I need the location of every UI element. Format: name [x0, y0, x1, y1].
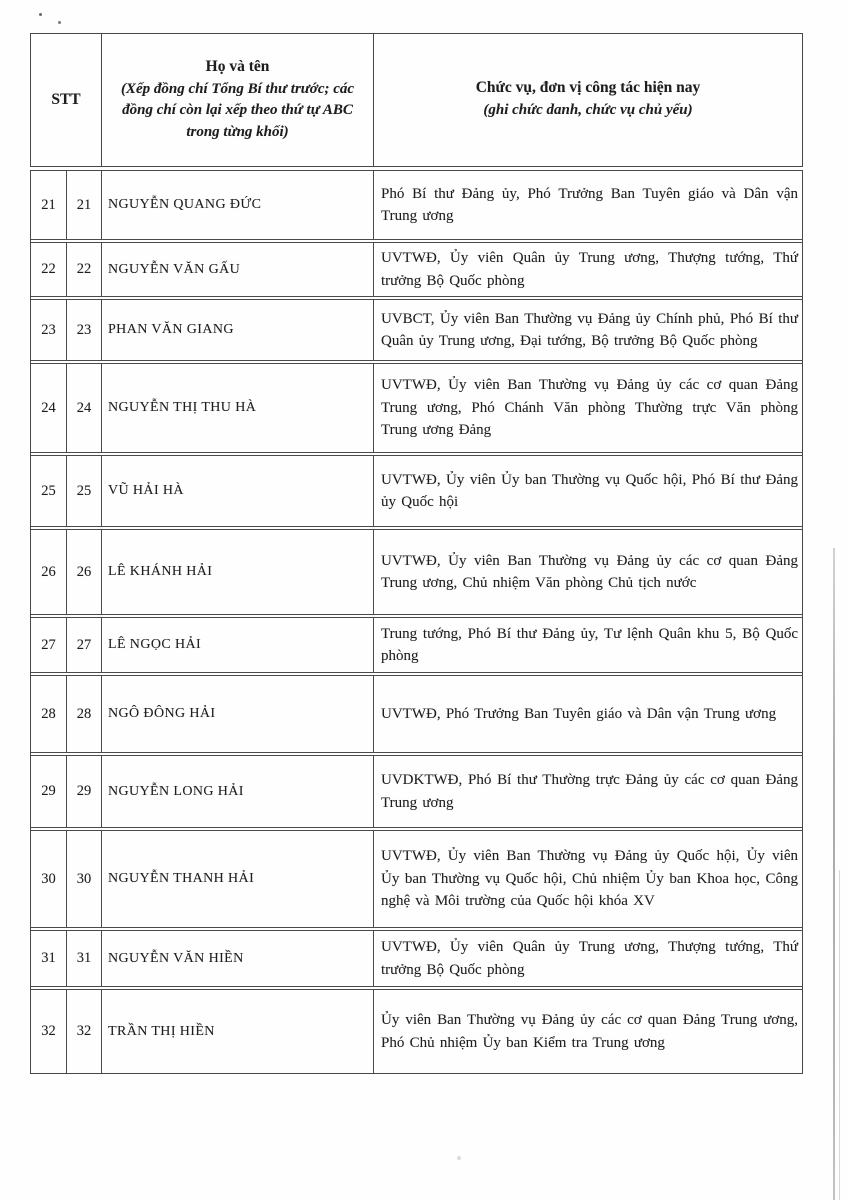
- row-number-outer: 26: [41, 563, 56, 580]
- person-position: Ủy viên Ban Thường vụ Đảng ủy các cơ quan Đảng Trung ương, Phó Chủ nhiệm Ủy ban Kiểm tra Trung ương: [381, 1012, 798, 1051]
- name-column-title: Họ và tên: [205, 58, 270, 76]
- row-position-cell: [373, 243, 802, 296]
- stt-column-label: STT: [51, 90, 81, 108]
- name-column-note: (Xếp đồng chí Tổng Bí thư trước; các đồng chí còn lại xếp theo thứ tự ABC trong từng khối): [120, 81, 355, 140]
- row-number-outer: 21: [41, 196, 56, 213]
- row-number-outer: 28: [41, 705, 56, 722]
- header-cell-name: [101, 34, 373, 166]
- person-name: NGÔ ĐÔNG HẢI: [108, 706, 216, 721]
- row-number-outer: 32: [41, 1023, 56, 1039]
- scan-speck: [457, 1156, 461, 1160]
- row-name-cell: [101, 931, 373, 986]
- table-row: [31, 752, 802, 827]
- row-number-outer: 23: [41, 321, 56, 338]
- person-name: LÊ KHÁNH HẢI: [108, 564, 213, 579]
- row-number-outer-cell: [31, 364, 66, 452]
- person-position: UVTWĐ, Ủy viên Ban Thường vụ Đảng ủy các cơ quan Đảng Trung ương, Chủ nhiệm Văn phòng Chủ tịch nước: [381, 552, 798, 591]
- row-number-inner: 26: [76, 563, 92, 580]
- person-name: NGUYỄN THANH HẢI: [108, 871, 255, 886]
- person-position: UVTWĐ, Ủy viên Ban Thường vụ Đảng ủy các cơ quan Đảng Trung ương, Phó Chánh Văn phòng Thường trực Văn phòng Trung ương Đảng: [381, 377, 798, 439]
- person-position: UVTWĐ, Ủy viên Quân ủy Trung ương, Thượng tướng, Thứ trưởng Bộ Quốc phòng: [381, 250, 798, 289]
- row-number-outer: 27: [41, 636, 56, 653]
- row-name-cell: [101, 171, 373, 239]
- person-position: UVTWĐ, Ủy viên Ban Thường vụ Đảng ủy Quốc hội, Ủy viên Ủy ban Thường vụ Quốc hội, Chủ nhiệm Ủy ban Khoa học, Công nghệ và Môi trường của Quốc hội khóa XV: [381, 848, 798, 910]
- row-position-cell: [373, 364, 802, 452]
- scan-speck: [39, 13, 42, 16]
- row-number-inner: 23: [76, 321, 92, 338]
- row-number-outer-cell: [31, 990, 66, 1073]
- row-number-outer-cell: [31, 243, 66, 296]
- person-name: NGUYỄN QUANG ĐỨC: [108, 197, 262, 212]
- row-name-cell: [101, 990, 373, 1073]
- row-name-cell: [101, 364, 373, 452]
- person-name: LÊ NGỌC HẢI: [108, 637, 202, 652]
- header-cell-stt: [31, 34, 101, 166]
- row-number-outer-cell: [31, 456, 66, 526]
- row-position-cell: [373, 171, 802, 239]
- table-row: [31, 827, 802, 927]
- row-name-cell: [101, 243, 373, 296]
- table-row: [31, 927, 802, 986]
- row-number-inner: 25: [76, 482, 92, 499]
- table-row: [31, 296, 802, 360]
- person-position: Trung tướng, Phó Bí thư Đảng ủy, Tư lệnh Quân khu 5, Bộ Quốc phòng: [381, 625, 798, 664]
- row-name-cell: [101, 831, 373, 927]
- row-position-cell: [373, 300, 802, 360]
- row-number-inner-cell: [66, 456, 101, 526]
- row-number-outer-cell: [31, 831, 66, 927]
- table-row: [31, 672, 802, 752]
- row-position-cell: [373, 990, 802, 1073]
- row-number-inner-cell: [66, 618, 101, 672]
- row-number-outer: 29: [41, 783, 56, 799]
- row-position-cell: [373, 831, 802, 927]
- row-name-cell: [101, 618, 373, 672]
- row-number-inner: 31: [76, 950, 92, 966]
- row-name-cell: [101, 456, 373, 526]
- row-number-inner-cell: [66, 931, 101, 986]
- table-row: [31, 360, 802, 452]
- row-number-inner: 29: [76, 783, 92, 799]
- row-number-outer-cell: [31, 618, 66, 672]
- row-name-cell: [101, 756, 373, 827]
- row-number-outer: 30: [41, 870, 56, 887]
- person-name: NGUYỄN VĂN GẤU: [108, 261, 241, 277]
- position-column-note: (ghi chức danh, chức vụ chủ yếu): [483, 102, 693, 119]
- person-name: VŨ HẢI HÀ: [108, 483, 184, 498]
- row-number-inner: 28: [76, 705, 92, 722]
- person-name: NGUYỄN THỊ THU HÀ: [108, 400, 257, 415]
- row-position-cell: [373, 756, 802, 827]
- row-number-outer-cell: [31, 530, 66, 614]
- person-position: UVTWĐ, Ủy viên Ủy ban Thường vụ Quốc hội, Phó Bí thư Đảng ủy Quốc hội: [381, 471, 798, 510]
- row-name-cell: [101, 530, 373, 614]
- person-position: UVBCT, Ủy viên Ban Thường vụ Đảng ủy Chính phủ, Phó Bí thư Quân ủy Trung ương, Đại tướng, Bộ trưởng Bộ Quốc phòng: [381, 310, 798, 349]
- row-position-cell: [373, 931, 802, 986]
- row-number-outer: 24: [41, 399, 56, 416]
- person-position: UVTWĐ, Ủy viên Quân ủy Trung ương, Thượng tướng, Thứ trưởng Bộ Quốc phòng: [381, 939, 798, 978]
- row-number-inner: 30: [76, 870, 92, 887]
- personnel-roster-table: [30, 33, 803, 1074]
- row-number-outer: 22: [41, 261, 56, 277]
- row-number-outer-cell: [31, 676, 66, 752]
- row-number-inner: 22: [76, 261, 92, 277]
- row-position-cell: [373, 530, 802, 614]
- row-number-inner-cell: [66, 300, 101, 360]
- row-number-inner-cell: [66, 676, 101, 752]
- row-name-cell: [101, 676, 373, 752]
- person-name: NGUYỄN VĂN HIỀN: [108, 950, 244, 966]
- row-number-inner-cell: [66, 756, 101, 827]
- row-position-cell: [373, 456, 802, 526]
- row-number-inner: 21: [76, 196, 92, 213]
- scan-edge-artifact: [833, 548, 835, 1200]
- scan-speck: [58, 21, 61, 24]
- row-number-outer-cell: [31, 931, 66, 986]
- row-number-outer-cell: [31, 171, 66, 239]
- row-number-inner-cell: [66, 990, 101, 1073]
- person-name: TRẦN THỊ HIỀN: [108, 1023, 215, 1039]
- row-name-cell: [101, 300, 373, 360]
- row-number-outer-cell: [31, 756, 66, 827]
- table-row: [31, 452, 802, 526]
- table-body: [30, 170, 803, 1074]
- person-name: NGUYỄN LONG HẢI: [108, 783, 244, 799]
- table-row: [31, 526, 802, 614]
- person-position: Phó Bí thư Đảng ủy, Phó Trưởng Ban Tuyên giáo và Dân vận Trung ương: [381, 185, 798, 224]
- row-position-cell: [373, 676, 802, 752]
- row-number-outer: 31: [41, 950, 56, 966]
- table-row: [31, 614, 802, 672]
- person-position: UVTWĐ, Phó Trưởng Ban Tuyên giáo và Dân vận Trung ương: [381, 705, 777, 722]
- table-row: [31, 171, 802, 239]
- row-number-inner-cell: [66, 831, 101, 927]
- row-number-inner-cell: [66, 243, 101, 296]
- row-number-outer-cell: [31, 300, 66, 360]
- row-position-cell: [373, 618, 802, 672]
- row-number-outer: 25: [41, 482, 56, 499]
- table-row: [31, 239, 802, 296]
- row-number-inner-cell: [66, 530, 101, 614]
- row-number-inner-cell: [66, 364, 101, 452]
- person-name: PHAN VĂN GIANG: [108, 322, 234, 337]
- row-number-inner: 24: [76, 399, 92, 416]
- table-row: [31, 986, 802, 1073]
- row-number-inner: 32: [76, 1023, 92, 1039]
- scan-edge-artifact: [839, 870, 840, 1200]
- row-number-inner: 27: [76, 636, 92, 653]
- person-position: UVDKTWĐ, Phó Bí thư Thường trực Đảng ủy các cơ quan Đảng Trung ương: [381, 772, 798, 811]
- table-header-row: [30, 33, 803, 167]
- header-cell-position: [373, 34, 802, 166]
- position-column-title: Chức vụ, đơn vị công tác hiện nay: [475, 79, 701, 97]
- row-number-inner-cell: [66, 171, 101, 239]
